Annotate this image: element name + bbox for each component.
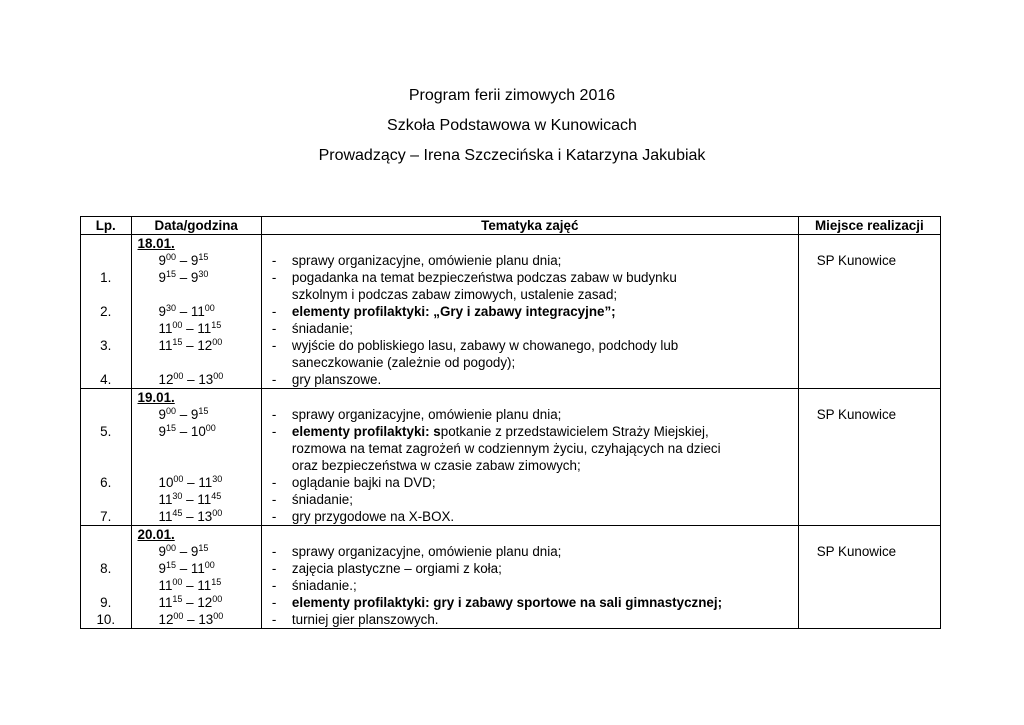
lp-spacer [81, 526, 131, 543]
time-end-min: 00 [205, 423, 216, 433]
topic-text: wyjście do pobliskiego lasu, zabawy w chowanego, podchody lub [291, 338, 679, 353]
document-title: Program ferii zimowych 2016 [408, 87, 616, 104]
topic-text: sprawy organizacyjne, omówienie planu dnia; [291, 544, 562, 559]
topic-line [262, 543, 798, 560]
topic-line [262, 320, 798, 337]
place-cell [798, 389, 940, 526]
lp-number [81, 457, 131, 474]
topic-text: turniej gier planszowych. [291, 612, 439, 627]
topic-bold-text: elementy profilaktyki: gry i zabawy sportowe na sali gimnastycznej; [291, 595, 723, 610]
bullet-dash: - [271, 270, 277, 285]
time-range: $11^{15} - 12^{00}$ [158, 594, 223, 610]
time-end-min: 00 [213, 371, 224, 381]
topic-text: oglądanie bajki na DVD; [291, 475, 436, 490]
date-time-cell [131, 389, 261, 526]
time-end-min: 15 [198, 543, 209, 553]
day-row [81, 235, 941, 389]
schedule-table [80, 216, 941, 629]
time-start-min: 00 [173, 611, 184, 621]
time-start-min: 00 [173, 371, 184, 381]
time-start-hour: 9 [158, 304, 166, 319]
time-range [132, 457, 261, 474]
time-range [132, 354, 261, 371]
topic-spacer [262, 526, 798, 543]
time-range: $11^{30} - 11^{45}$ [158, 491, 222, 507]
time-start-hour: 9 [158, 407, 166, 422]
time-range: $9^{30} - 11^{00}$ [158, 303, 215, 319]
topics-cell [261, 235, 798, 389]
time-end-hour: 9 [190, 407, 199, 422]
time-range [132, 440, 261, 457]
bullet-dash: - [271, 544, 277, 559]
lp-cell [81, 389, 132, 526]
topic-line [262, 474, 798, 491]
time-range: $10^{00} - 11^{30}$ [158, 474, 223, 490]
time-end-min: 15 [198, 406, 209, 416]
topic-text: gry przygodowe na X-BOX. [291, 509, 455, 524]
time-end-min: 30 [212, 474, 223, 484]
topic-line [262, 337, 798, 354]
school-name: Szkoła Podstawowa w Kunowicach [387, 117, 637, 134]
topic-line [262, 406, 798, 423]
time-end-hour: 11 [190, 561, 205, 576]
column-header-date: Data/godzina [131, 217, 261, 235]
topic-text: śniadanie; [291, 321, 353, 336]
time-end-hour: 11 [197, 321, 212, 336]
bullet-dash: - [271, 424, 277, 439]
topic-line [262, 611, 798, 628]
time-start-hour: 11 [158, 492, 173, 507]
time-end-hour: 9 [190, 270, 199, 285]
bullet-dash: - [271, 578, 277, 593]
time-range: $11^{00} - 11^{15}$ [158, 577, 222, 593]
bullet-dash: - [271, 372, 277, 387]
column-header-place: Miejsce realizacji [798, 217, 940, 235]
time-start-min: 00 [165, 252, 176, 262]
time-end-hour: 13 [198, 612, 214, 627]
lp-number [81, 491, 131, 508]
day-date: 19.01. [137, 390, 175, 405]
topic-line [262, 269, 798, 286]
topic-bold-text: elementy profilaktyki: s [291, 424, 441, 439]
day-row [81, 526, 941, 629]
time-start-hour: 11 [158, 595, 173, 610]
lp-number: 1. [100, 270, 112, 285]
date-time-cell [131, 235, 261, 389]
topic-line [262, 286, 798, 303]
time-range [132, 286, 261, 303]
topic-text: rozmowa na temat zagrożeń w codziennym życiu, czyhających na dzieci [291, 441, 721, 456]
time-start-min: 15 [172, 594, 183, 604]
time-start-hour: 11 [158, 578, 173, 593]
lp-number: 10. [96, 612, 116, 627]
bullet-dash: - [271, 595, 277, 610]
lp-number [81, 440, 131, 457]
time-start-min: 15 [165, 560, 176, 570]
time-end-hour: 11 [197, 492, 212, 507]
lp-spacer [81, 235, 131, 252]
time-start-hour: 9 [158, 544, 166, 559]
time-end-min: 00 [212, 337, 223, 347]
lp-number [81, 252, 131, 269]
time-start-hour: 9 [158, 424, 166, 439]
day-date: 18.01. [137, 236, 175, 251]
time-start-min: 00 [172, 320, 183, 330]
bullet-dash: - [271, 253, 277, 268]
topic-line [262, 594, 798, 611]
lp-spacer [81, 389, 131, 406]
time-end-hour: 10 [190, 424, 206, 439]
time-end-hour: 11 [198, 475, 213, 490]
bullet-dash: - [271, 407, 277, 422]
lp-number: 7. [100, 509, 112, 524]
time-end-hour: 11 [197, 578, 212, 593]
time-start-min: 45 [172, 508, 183, 518]
time-range: $11^{45} - 13^{00}$ [158, 508, 223, 524]
day-row [81, 389, 941, 526]
topic-text: szkolnym i podczas zabaw zimowych, ustalenie zasad; [291, 287, 618, 302]
bullet-dash: - [271, 561, 277, 576]
lp-number: 2. [100, 304, 112, 319]
topic-line [262, 508, 798, 525]
time-start-min: 00 [172, 577, 183, 587]
bullet-dash: - [271, 321, 277, 336]
time-start-min: 15 [165, 269, 176, 279]
lp-number [81, 543, 131, 560]
time-range: $9^{15} - 9^{30}$ [158, 269, 209, 285]
lp-number: 8. [100, 561, 112, 576]
time-start-hour: 11 [158, 338, 173, 353]
lp-number [81, 406, 131, 423]
time-range: $12^{00} - 13^{00}$ [158, 371, 224, 387]
lp-cell [81, 526, 132, 629]
topic-text: śniadanie.; [291, 578, 357, 593]
time-start-hour: 12 [158, 612, 174, 627]
time-start-min: 00 [173, 474, 184, 484]
time-end-hour: 12 [197, 338, 213, 353]
place-spacer [799, 235, 940, 252]
topic-text: oraz bezpieczeństwa w czasie zabaw zimowych; [291, 458, 581, 473]
time-end-hour: 9 [190, 544, 199, 559]
topics-cell [261, 526, 798, 629]
place-name: SP Kunowice [816, 407, 897, 422]
time-start-min: 30 [172, 491, 183, 501]
time-range: $9^{15} - 10^{00}$ [158, 423, 216, 439]
time-start-hour: 9 [158, 253, 166, 268]
time-end-min: 00 [212, 508, 223, 518]
time-end-min: 15 [198, 252, 209, 262]
time-start-hour: 9 [158, 270, 166, 285]
topic-line [262, 560, 798, 577]
time-range: $11^{15} - 12^{00}$ [158, 337, 223, 353]
leaders-line: Prowadzący – Irena Szczecińska i Katarzyna Jakubiak [318, 147, 706, 164]
time-end-min: 15 [211, 577, 222, 587]
place-name: SP Kunowice [816, 253, 897, 268]
time-start-min: 00 [165, 543, 176, 553]
lp-number: 6. [100, 475, 112, 490]
lp-cell [81, 235, 132, 389]
topic-text: pogadanka na temat bezpieczeństwa podczas zabaw w budynku [291, 270, 677, 285]
time-start-min: 30 [165, 303, 176, 313]
time-end-min: 00 [212, 594, 223, 604]
time-end-min: 00 [213, 611, 224, 621]
topic-line [262, 252, 798, 269]
place-cell [798, 526, 940, 629]
bullet-dash: - [271, 612, 277, 627]
time-range: $9^{15} - 11^{00}$ [158, 560, 215, 576]
lp-number [81, 286, 131, 303]
topic-line [262, 457, 798, 474]
time-end-hour: 11 [190, 304, 205, 319]
time-end-min: 45 [211, 491, 222, 501]
topic-text: saneczkowanie (zależnie od pogody); [291, 355, 516, 370]
time-start-hour: 10 [158, 475, 174, 490]
topic-text: potkanie z przedstawicielem Straży Miejskiej, [440, 424, 709, 439]
place-name: SP Kunowice [816, 544, 897, 559]
time-end-min: 30 [198, 269, 209, 279]
place-spacer [799, 526, 940, 543]
topic-bold-text: elementy profilaktyki: „Gry i zabawy integracyjne”; [291, 304, 616, 319]
time-end-hour: 13 [197, 509, 213, 524]
topic-text: sprawy organizacyjne, omówienie planu dnia; [291, 407, 562, 422]
time-end-min: 00 [204, 560, 215, 570]
lp-number [81, 320, 131, 337]
topic-spacer [262, 389, 798, 406]
bullet-dash: - [271, 338, 277, 353]
topic-line [262, 354, 798, 371]
column-header-lp: Lp. [81, 217, 132, 235]
schedule-body [81, 235, 941, 629]
time-range: $9^{00} - 9^{15}$ [158, 406, 209, 422]
topic-text: sprawy organizacyjne, omówienie planu dnia; [291, 253, 562, 268]
topic-line [262, 577, 798, 594]
time-end-hour: 9 [190, 253, 199, 268]
lp-number: 4. [100, 372, 112, 387]
lp-number: 5. [100, 424, 112, 439]
topic-line [262, 423, 798, 440]
topic-text: śniadanie; [291, 492, 353, 507]
lp-number: 9. [100, 595, 112, 610]
time-end-min: 15 [211, 320, 222, 330]
time-start-hour: 9 [158, 561, 166, 576]
date-time-cell [131, 526, 261, 629]
time-start-hour: 11 [158, 321, 173, 336]
time-range: $9^{00} - 9^{15}$ [158, 252, 209, 268]
place-spacer [799, 389, 940, 406]
time-end-hour: 13 [198, 372, 214, 387]
bullet-dash: - [271, 304, 277, 319]
time-start-min: 15 [172, 337, 183, 347]
topic-line [262, 491, 798, 508]
topic-text: gry planszowe. [291, 372, 382, 387]
time-end-min: 00 [204, 303, 215, 313]
topic-spacer [262, 235, 798, 252]
topic-text: zajęcia plastyczne – orgiami z koła; [291, 561, 502, 576]
lp-number: 3. [100, 338, 112, 353]
topic-line [262, 303, 798, 320]
time-start-hour: 12 [158, 372, 174, 387]
time-start-hour: 11 [158, 509, 173, 524]
bullet-dash: - [271, 492, 277, 507]
time-end-hour: 12 [197, 595, 213, 610]
place-cell [798, 235, 940, 389]
bullet-dash: - [271, 509, 277, 524]
time-range: $9^{00} - 9^{15}$ [158, 543, 209, 559]
lp-number [81, 577, 131, 594]
topic-line [262, 371, 798, 388]
time-start-min: 00 [165, 406, 176, 416]
column-header-topics: Tematyka zajęć [261, 217, 798, 235]
topics-cell [261, 389, 798, 526]
bullet-dash: - [271, 475, 277, 490]
table-header-row [81, 217, 941, 235]
topic-line [262, 440, 798, 457]
day-date: 20.01. [137, 527, 175, 542]
time-range: $12^{00} - 13^{00}$ [158, 611, 224, 627]
lp-number [81, 354, 131, 371]
time-start-min: 15 [165, 423, 176, 433]
time-range: $11^{00} - 11^{15}$ [158, 320, 222, 336]
